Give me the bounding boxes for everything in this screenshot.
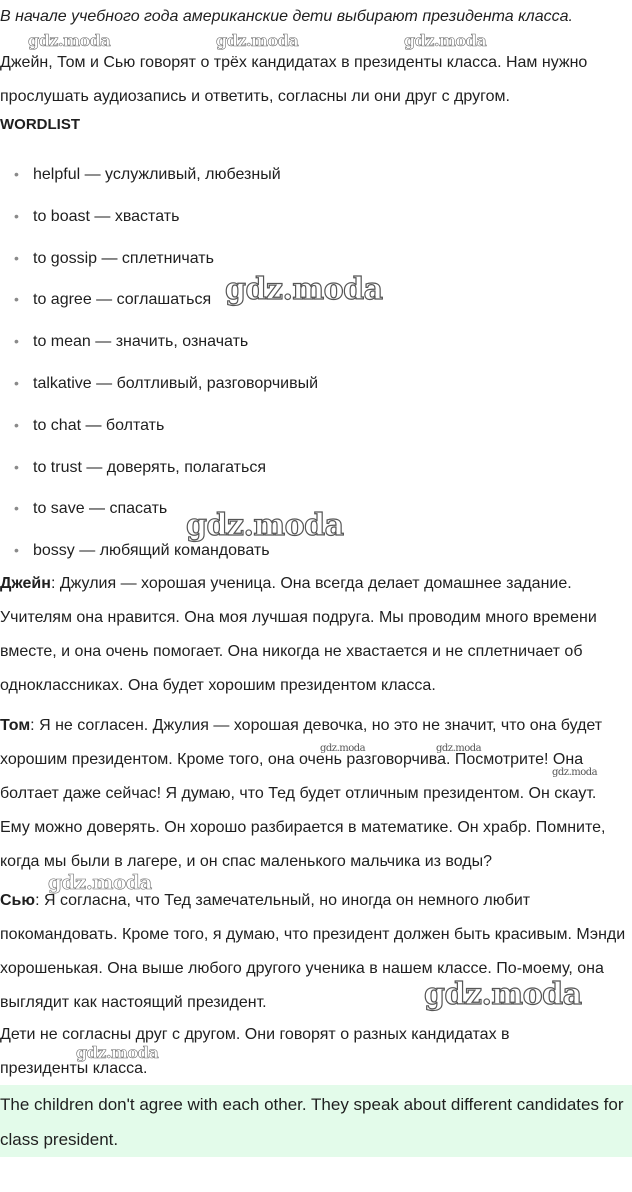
- dialogue-paragraph-jane: [0, 567, 630, 703]
- bullet-icon: •: [14, 249, 19, 266]
- intro-italic-text: В начале учебного года американские дети выбирают президента класса.: [0, 8, 573, 25]
- list-item-text: to chat — болтать: [33, 416, 165, 434]
- list-item-text: to boast — хвастать: [33, 207, 180, 225]
- dialogue-text: : Я согласна, что Тед замечательный, но иногда он немного любит покомандовать. Кроме того, я думаю, что президент должен быть красивым. Мэнди хорошенькая. Она выше любого другого ученика в нашем классе. По-моему, она выглядит как настоящий президент.: [0, 892, 626, 1011]
- bullet-icon: •: [14, 374, 19, 391]
- watermark: gdz.moda: [436, 743, 482, 754]
- list-item-text: to gossip — сплетничать: [33, 249, 214, 267]
- list-item-text: to save — спасать: [33, 500, 168, 518]
- list-item-text: to trust — доверять, полагаться: [33, 458, 266, 476]
- list-item-text: to agree — соглашаться: [33, 291, 212, 309]
- bullet-icon: •: [14, 458, 19, 475]
- list-item: [0, 154, 600, 196]
- watermark: gdz.moda: [424, 977, 582, 1012]
- dialogue-text: : Джулия — хорошая ученица. Она всегда делает домашнее задание. Учителям она нравится. Она моя лучшая подруга. Мы проводим много времени вместе, и она очень помогает. Она никогда не хвастается и не сплетничает об одноклассниках. Она будет хорошим президентом класса.: [0, 575, 597, 694]
- list-item-text: helpful — услужливый, любезный: [33, 166, 281, 183]
- bullet-icon: •: [14, 291, 19, 308]
- list-item-text: bossy — любящий командовать: [33, 542, 270, 560]
- list-item: [0, 405, 600, 447]
- list-item-text: talkative — болтливый, разговорчивый: [33, 374, 319, 392]
- answer-box: The children don't agree with each other. They speak about different candidates for class president.: [0, 1085, 632, 1157]
- watermark: gdz.moda: [28, 31, 111, 50]
- watermark: gdz.moda: [320, 743, 366, 754]
- watermark: gdz.moda: [76, 1043, 159, 1062]
- watermark: gdz.moda: [404, 31, 487, 50]
- watermark: gdz.moda: [225, 272, 383, 307]
- speaker-name: Сью: [0, 892, 36, 909]
- bullet-icon: •: [14, 207, 19, 224]
- speaker-name: Том: [0, 717, 31, 734]
- bullet-icon: •: [14, 542, 19, 559]
- watermark: gdz.moda: [552, 767, 598, 778]
- list-item: [0, 196, 600, 238]
- bullet-icon: •: [14, 500, 19, 517]
- intro-text: Джейн, Том и Сью говорят о трёх кандидатах в президенты класса. Нам нужно прослушать аудиозапись и ответить, согласны ли они друг с другом.: [0, 54, 588, 105]
- bullet-icon: •: [14, 333, 19, 350]
- conclusion-text: Дети не согласны друг с другом. Они говорят о разных кандидатах в президенты класса.: [0, 1026, 510, 1077]
- dialogue-paragraph-tom: [0, 709, 630, 879]
- bullet-icon: •: [14, 166, 19, 182]
- watermark: gdz.moda: [186, 508, 344, 543]
- watermark: gdz.moda: [48, 870, 152, 894]
- list-item: [0, 447, 600, 489]
- list-item: [0, 321, 600, 363]
- speaker-name: Джейн: [0, 575, 51, 592]
- wordlist-title: WORDLIST: [0, 116, 80, 133]
- bullet-icon: •: [14, 416, 19, 433]
- dialogue-text: : Я не согласен. Джулия — хорошая девочка, но это не значит, что она будет хорошим президентом. Кроме того, она очень разговорчива. Посмотрите! Она болтает даже сейчас! Я думаю, что Тед будет отличным президентом. Он скаут. Ему можно доверять. Он хорошо разбирается в математике. Он храбр. Помните, когда мы были в лагере, и он спас маленького мальчика из воды?: [0, 717, 606, 870]
- watermark: gdz.moda: [216, 31, 299, 50]
- list-item: [0, 363, 600, 405]
- list-item-text: to mean — значить, означать: [33, 333, 249, 351]
